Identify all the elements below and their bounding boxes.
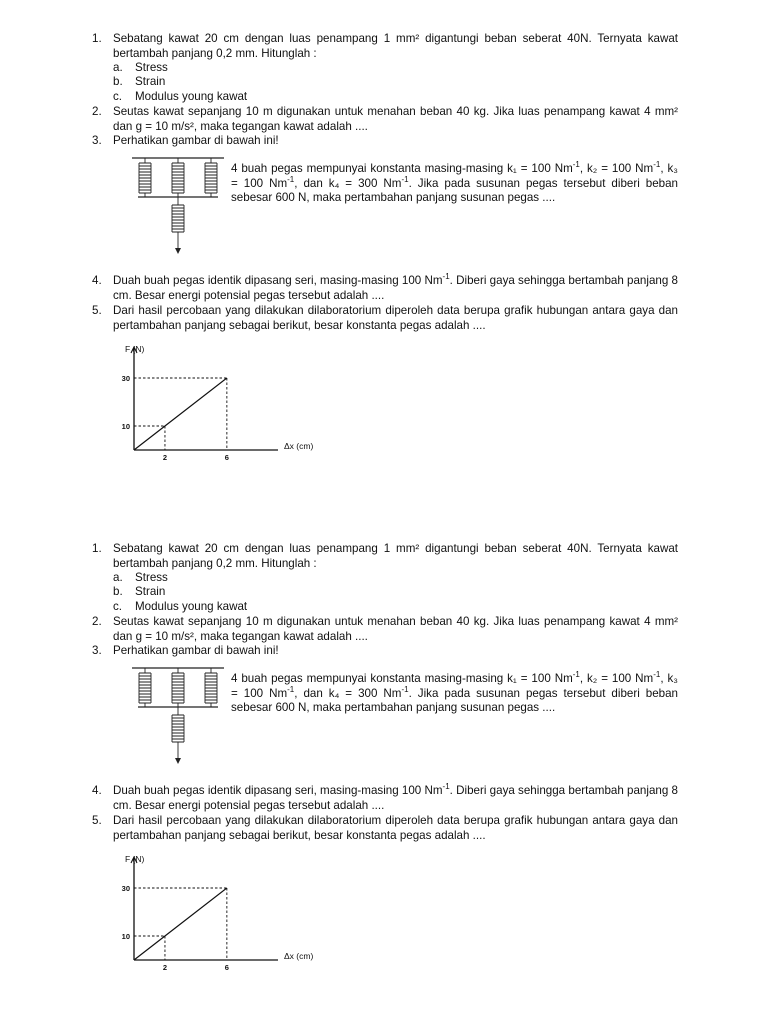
question-text — [113, 784, 678, 813]
desc-k4-exponent: -1 — [401, 174, 409, 184]
question-3-description — [231, 672, 678, 716]
desc-question: . Jika pada susunan pegas tersebut diberi beban sebesar 600 N, maka pertambahan panjang susunan pegas .... — [231, 176, 679, 205]
x-axis-label: Δx (cm) — [284, 441, 314, 451]
desc-k4: k₄ = 300 Nm — [328, 176, 402, 190]
subitem-letter: a. — [113, 61, 123, 74]
question-text — [113, 274, 678, 303]
subitem-label: Modulus young kawat — [135, 600, 248, 613]
subitem-letter: a. — [113, 571, 123, 584]
force-extension-graph — [112, 852, 314, 972]
spring-system-diagram — [132, 667, 228, 767]
question-text-part: Duah buah pegas identik dipasang seri, masing-masing 100 Nm — [113, 784, 443, 797]
question-text: Perhatikan gambar di bawah ini! — [113, 644, 279, 657]
subitem-label: Strain — [135, 585, 166, 598]
subitem-letter: b. — [113, 75, 123, 88]
question-text: Sebatang kawat 20 cm dengan luas penampang 1 mm² digantungi beban seberat 40N. Ternyata kawat bertambah panjang 0,2 mm. Hitunglah : — [113, 32, 678, 60]
question-number: 4. — [92, 274, 102, 287]
desc-k4-exponent: -1 — [401, 684, 409, 694]
desc-intro: 4 buah pegas mempunyai konstanta masing-masing — [231, 162, 508, 175]
load-arrow-icon — [175, 248, 181, 254]
desc-k4: k₄ = 300 Nm — [328, 686, 402, 700]
x-axis-label: Δx (cm) — [284, 951, 314, 961]
spring-k3 — [205, 158, 217, 197]
desc-k2-exponent: -1 — [653, 670, 661, 680]
x-tick-label: 2 — [162, 453, 168, 462]
question-3-description — [231, 162, 678, 206]
desc-k2-exponent: -1 — [653, 160, 661, 170]
x-tick-label: 6 — [224, 453, 229, 462]
subitem-label: Modulus young kawat — [135, 90, 248, 103]
desc-k1-exponent: -1 — [572, 160, 580, 170]
spring-k4 — [172, 197, 184, 251]
subitem-label: Stress — [135, 571, 168, 584]
spring-k1 — [139, 158, 151, 197]
question-number: 5. — [92, 814, 102, 827]
question-number: 1. — [92, 32, 102, 45]
question-number: 2. — [92, 105, 102, 118]
question-number: 3. — [92, 134, 102, 147]
unit-exponent: -1 — [442, 782, 450, 792]
spring-k1 — [139, 668, 151, 707]
question-text: Seutas kawat sepanjang 10 m digunakan untuk menahan beban 40 kg. Jika luas penampang kawat 4 mm² dan g = 10 m/s², maka tegangan kawat adalah .... — [113, 615, 678, 643]
question-text-part: . Diberi gaya sehingga bertambah panjang 8 cm. Besar energi potensial pegas tersebut adalah .... — [113, 784, 678, 812]
y-axis-label: F (N) — [125, 344, 145, 354]
question-text-part: Duah buah pegas identik dipasang seri, masing-masing 100 Nm — [113, 274, 443, 287]
desc-k1-exponent: -1 — [572, 670, 580, 680]
desc-k2: k₂ = 100 Nm — [587, 162, 654, 175]
spring-k4 — [172, 707, 184, 761]
desc-question: . Jika pada susunan pegas tersebut diberi beban sebesar 600 N, maka pertambahan panjang susunan pegas .... — [231, 686, 679, 715]
unit-exponent: -1 — [442, 272, 450, 282]
subitem-letter: c. — [113, 90, 123, 103]
y-axis-label: F (N) — [125, 854, 145, 864]
subitem-letter: c. — [113, 600, 123, 613]
question-text-part: . Diberi gaya sehingga bertambah panjang 8 cm. Besar energi potensial pegas tersebut adalah .... — [113, 274, 678, 302]
desc-separator: , — [579, 162, 587, 175]
question-text: Sebatang kawat 20 cm dengan luas penampang 1 mm² digantungi beban seberat 40N. Ternyata kawat bertambah panjang 0,2 mm. Hitunglah : — [113, 542, 678, 570]
worksheet-block-2 — [0, 534, 768, 1024]
desc-separator: , — [660, 162, 668, 175]
desc-separator: , — [660, 672, 668, 685]
desc-k3-exponent: -1 — [287, 684, 295, 694]
data-line — [134, 888, 227, 960]
question-number: 1. — [92, 542, 102, 555]
subitem-label: Stress — [135, 61, 168, 74]
desc-k3: k₃ = 100 Nm — [231, 672, 678, 700]
question-number: 3. — [92, 644, 102, 657]
desc-separator: , dan — [294, 686, 329, 700]
question-text: Seutas kawat sepanjang 10 m digunakan untuk menahan beban 40 kg. Jika luas penampang kawat 4 mm² dan g = 10 m/s², maka tegangan kawat adalah .... — [113, 105, 678, 133]
data-line — [134, 378, 227, 450]
x-tick-label: 2 — [162, 963, 168, 972]
worksheet-block-1 — [0, 24, 768, 514]
x-tick-label: 6 — [224, 963, 229, 972]
subitem-letter: b. — [113, 585, 123, 598]
desc-k1: k₁ = 100 Nm — [507, 162, 573, 175]
desc-separator: , dan — [294, 176, 329, 190]
spring-k3 — [205, 668, 217, 707]
y-tick-label: 10 — [121, 932, 130, 941]
desc-intro: 4 buah pegas mempunyai konstanta masing-masing — [231, 672, 508, 685]
desc-k1: k₁ = 100 Nm — [507, 672, 573, 685]
desc-separator: , — [579, 672, 587, 685]
question-text: Dari hasil percobaan yang dilakukan dilaboratorium diperoleh data berupa grafik hubungan antara gaya dan pertambahan panjang sebagai berikut, besar konstanta pegas adalah .... — [113, 304, 678, 332]
desc-k3-exponent: -1 — [287, 174, 295, 184]
spring-system-diagram — [132, 157, 228, 257]
question-number: 4. — [92, 784, 102, 797]
force-extension-graph — [112, 342, 314, 462]
spring-k2 — [172, 158, 184, 197]
spring-k2 — [172, 668, 184, 707]
question-text: Dari hasil percobaan yang dilakukan dilaboratorium diperoleh data berupa grafik hubungan antara gaya dan pertambahan panjang sebagai berikut, besar konstanta pegas adalah .... — [113, 814, 678, 842]
y-tick-label: 10 — [121, 422, 130, 431]
desc-k2: k₂ = 100 Nm — [587, 672, 654, 685]
y-tick-label: 30 — [121, 374, 130, 383]
y-tick-label: 30 — [121, 884, 130, 893]
question-number: 5. — [92, 304, 102, 317]
question-text: Perhatikan gambar di bawah ini! — [113, 134, 279, 147]
load-arrow-icon — [175, 758, 181, 764]
question-number: 2. — [92, 615, 102, 628]
desc-k3: k₃ = 100 Nm — [231, 162, 678, 190]
subitem-label: Strain — [135, 75, 166, 88]
